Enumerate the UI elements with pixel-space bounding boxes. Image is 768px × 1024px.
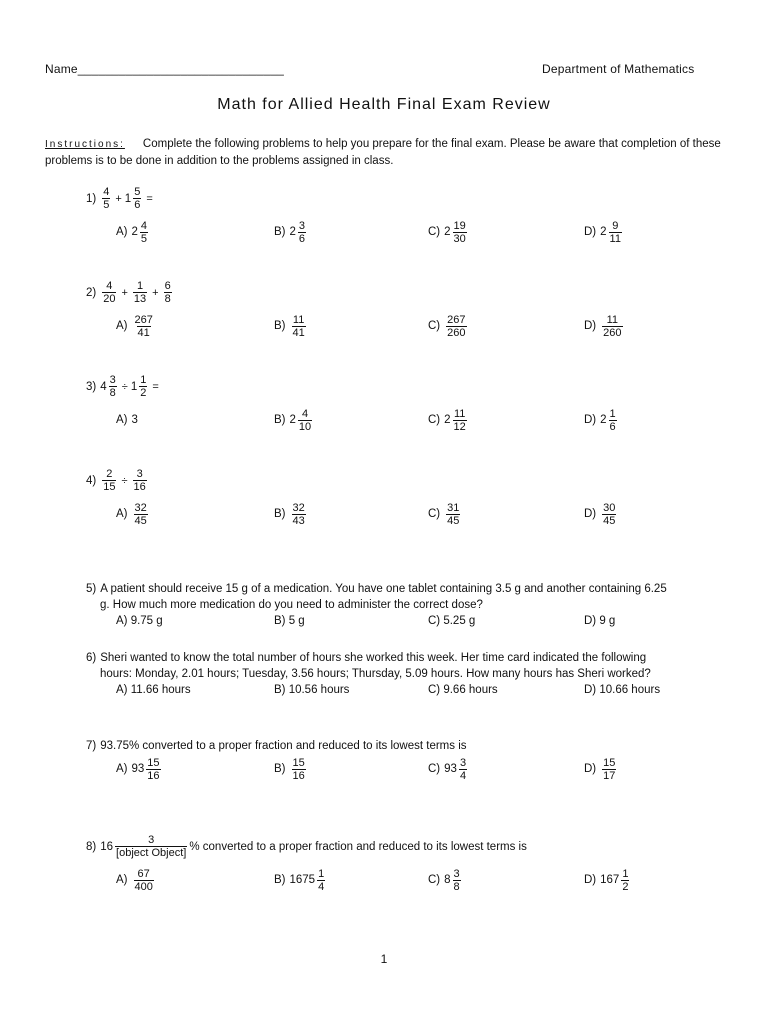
fraction bbox=[102, 468, 116, 493]
denominator: 260 bbox=[447, 326, 466, 339]
choice-a[interactable]: A) 9.75 g bbox=[116, 615, 163, 627]
choice-label: A) bbox=[116, 320, 128, 332]
choice-b[interactable] bbox=[274, 754, 308, 784]
numerator: 1 bbox=[136, 280, 144, 292]
fraction bbox=[146, 757, 160, 782]
choice-c[interactable] bbox=[428, 865, 463, 895]
fraction bbox=[609, 408, 617, 433]
numerator: 267 bbox=[447, 313, 466, 326]
answer-choices bbox=[86, 754, 616, 784]
numerator: 4 bbox=[106, 280, 113, 292]
question-number: 3) bbox=[86, 380, 97, 393]
choice-label: B) bbox=[274, 320, 286, 332]
choice-value: 93 bbox=[131, 763, 145, 775]
choice-label: B) bbox=[274, 226, 286, 238]
fraction bbox=[292, 757, 306, 782]
fraction bbox=[298, 220, 306, 245]
fraction bbox=[446, 314, 466, 339]
numerator: 4 bbox=[301, 407, 309, 420]
choice-label: C) bbox=[428, 508, 441, 520]
choice-c[interactable] bbox=[428, 217, 469, 247]
denominator: 4 bbox=[459, 769, 467, 782]
choice-b[interactable] bbox=[274, 499, 308, 529]
choice-b[interactable] bbox=[274, 865, 327, 895]
question-3 bbox=[86, 374, 616, 435]
numerator: 2 bbox=[106, 468, 113, 480]
choice-label: D) bbox=[584, 320, 597, 332]
denominator: 30 bbox=[453, 232, 466, 245]
denominator: 10 bbox=[298, 420, 312, 433]
numerator: 3 bbox=[109, 374, 116, 386]
choice-value: 2 bbox=[600, 414, 607, 426]
question-number: 1) bbox=[86, 192, 97, 205]
choice-label: C) bbox=[428, 320, 441, 332]
answer-choices bbox=[86, 405, 616, 435]
choice-value: 3 bbox=[131, 414, 138, 426]
denominator: [object Object] bbox=[116, 847, 187, 859]
numerator: 6 bbox=[164, 280, 171, 292]
choice-c[interactable] bbox=[428, 311, 469, 341]
choice-label: C) bbox=[428, 414, 441, 426]
fraction bbox=[109, 374, 117, 399]
question-text: Sheri wanted to know the total number of hours she worked this week. Her time card indicated the following bbox=[100, 652, 647, 664]
answer-choices bbox=[86, 311, 622, 341]
choice-label: B) bbox=[274, 874, 286, 886]
question-6 bbox=[86, 650, 711, 698]
fraction bbox=[317, 868, 325, 893]
fraction bbox=[453, 868, 461, 893]
denominator: 13 bbox=[133, 293, 147, 305]
choice-d[interactable] bbox=[584, 405, 619, 435]
choice-c[interactable] bbox=[428, 405, 469, 435]
choice-label: D) bbox=[584, 763, 597, 775]
numerator: 11 bbox=[606, 313, 619, 326]
denominator: 41 bbox=[137, 326, 150, 339]
fraction bbox=[164, 280, 172, 305]
choice-d[interactable]: D) 9 g bbox=[584, 615, 616, 627]
question-8-prompt bbox=[86, 834, 527, 859]
question-text: % converted to a proper fraction and reduced to its lowest terms is bbox=[189, 840, 527, 853]
instructions bbox=[45, 136, 725, 169]
denominator: 8 bbox=[453, 880, 460, 893]
numerator: 67 bbox=[137, 867, 150, 880]
fraction bbox=[292, 502, 306, 527]
choice-label: D) bbox=[584, 414, 597, 426]
choice-b[interactable] bbox=[274, 405, 314, 435]
choice-b[interactable]: B) 10.56 hours bbox=[274, 684, 350, 696]
numerator: 1 bbox=[318, 867, 325, 880]
choice-a[interactable] bbox=[116, 217, 150, 247]
denominator: 16 bbox=[133, 481, 146, 493]
denominator: 17 bbox=[603, 769, 616, 782]
denominator: 45 bbox=[603, 514, 616, 527]
fraction bbox=[102, 280, 116, 305]
denominator: 16 bbox=[292, 769, 305, 782]
answer-choices bbox=[86, 682, 711, 698]
fraction bbox=[602, 502, 616, 527]
denominator: 400 bbox=[134, 880, 153, 893]
fraction bbox=[453, 220, 467, 245]
fraction bbox=[446, 502, 460, 527]
question-number: 5) bbox=[86, 583, 97, 595]
question-number: 7) bbox=[86, 740, 97, 752]
denominator: 6 bbox=[298, 232, 306, 245]
question-6-line-2: hours: Monday, 2.01 hours; Tuesday, 3.56 hours; Thursday, 5.09 hours. How many hours has Sheri worked? bbox=[100, 668, 651, 680]
question-2-prompt bbox=[86, 280, 174, 305]
numerator: 267 bbox=[134, 313, 153, 326]
answer-choices bbox=[86, 499, 616, 529]
choice-value: 8 bbox=[444, 874, 451, 886]
question-5-line-1 bbox=[86, 581, 711, 597]
choice-c[interactable]: C) 5.25 g bbox=[428, 615, 476, 627]
choice-label: B) bbox=[274, 508, 286, 520]
choice-d[interactable] bbox=[584, 217, 624, 247]
page-number: 1 bbox=[380, 952, 388, 966]
operator: ÷ bbox=[121, 474, 128, 487]
choice-label: A) bbox=[116, 763, 128, 775]
numerator: 15 bbox=[603, 756, 616, 769]
numerator: 3 bbox=[136, 468, 143, 480]
choice-label: C) bbox=[428, 763, 441, 775]
choice-label: D) bbox=[584, 508, 597, 520]
choice-label: D) bbox=[584, 226, 597, 238]
denominator: 260 bbox=[603, 326, 622, 339]
choice-a[interactable] bbox=[116, 865, 156, 895]
choice-b[interactable] bbox=[274, 311, 308, 341]
choice-value: 2 bbox=[131, 226, 138, 238]
question-4 bbox=[86, 468, 616, 529]
choice-label: B) bbox=[274, 414, 286, 426]
fraction bbox=[453, 408, 467, 433]
choice-label: D) bbox=[584, 874, 597, 886]
page-title: Math for Allied Health Final Exam Review bbox=[217, 96, 551, 113]
instructions-label: Instructions: bbox=[45, 139, 125, 150]
choice-value: 167 bbox=[600, 874, 620, 886]
answer-choices bbox=[86, 865, 629, 895]
question-5 bbox=[86, 581, 711, 629]
choice-value: 1675 bbox=[289, 874, 316, 886]
numerator: 4 bbox=[140, 219, 148, 232]
choice-value: 2 bbox=[444, 414, 451, 426]
choice-value: 93 bbox=[444, 763, 457, 775]
question-text: 93.75% converted to a proper fraction and reduced to its lowest terms is bbox=[100, 740, 467, 752]
question-1 bbox=[86, 186, 621, 247]
answer-choices bbox=[86, 217, 621, 247]
operator: + bbox=[115, 192, 122, 205]
denominator: 45 bbox=[447, 514, 460, 527]
choice-label: B) bbox=[274, 763, 286, 775]
fraction bbox=[459, 757, 467, 782]
choice-c[interactable]: C) 9.66 hours bbox=[428, 684, 498, 696]
equals-sign: = bbox=[146, 192, 153, 205]
fraction bbox=[133, 280, 147, 305]
choice-d[interactable] bbox=[584, 311, 625, 341]
denominator: 2 bbox=[140, 387, 147, 399]
choice-d[interactable] bbox=[584, 754, 618, 784]
fraction bbox=[133, 186, 141, 211]
numerator: 32 bbox=[134, 501, 147, 514]
choice-value: 2 bbox=[289, 414, 296, 426]
whole-number: 1 bbox=[124, 192, 132, 205]
question-5-line-2: g. How much more medication do you need to administer the correct dose? bbox=[100, 599, 483, 611]
denominator: 12 bbox=[453, 420, 466, 433]
question-2 bbox=[86, 280, 622, 341]
choice-b[interactable] bbox=[274, 217, 308, 247]
question-7-prompt bbox=[86, 740, 467, 752]
choice-a[interactable] bbox=[116, 311, 156, 341]
denominator: 45 bbox=[134, 514, 147, 527]
question-text: A patient should receive 15 g of a medication. You have one tablet containing 3.5 g and another containing 6.25 bbox=[100, 583, 667, 595]
denominator: 6 bbox=[609, 420, 616, 433]
numerator: 1 bbox=[609, 407, 616, 420]
equals-sign: = bbox=[152, 380, 159, 393]
question-number: 2) bbox=[86, 286, 97, 299]
choice-value: 2 bbox=[289, 226, 296, 238]
whole-number: 4 bbox=[100, 380, 107, 393]
numerator: 9 bbox=[612, 219, 619, 232]
numerator: 31 bbox=[447, 501, 460, 514]
question-1-prompt bbox=[86, 186, 156, 211]
choice-c[interactable] bbox=[428, 754, 469, 784]
denominator: 5 bbox=[140, 232, 148, 245]
operator: + bbox=[121, 286, 128, 299]
name-field-label: Name______________________________ bbox=[45, 62, 285, 76]
question-number: 6) bbox=[86, 652, 97, 664]
numerator: 30 bbox=[603, 501, 616, 514]
choice-label: C) bbox=[428, 226, 441, 238]
fraction bbox=[140, 220, 148, 245]
fraction bbox=[133, 468, 147, 493]
numerator: 4 bbox=[103, 186, 110, 198]
fraction bbox=[102, 186, 110, 211]
operator: ÷ bbox=[121, 380, 128, 393]
choice-d[interactable] bbox=[584, 865, 631, 895]
fraction bbox=[602, 757, 616, 782]
fraction bbox=[609, 220, 622, 245]
question-8 bbox=[86, 834, 629, 895]
whole-number: 1 bbox=[130, 380, 138, 393]
numerator: 11 bbox=[292, 313, 305, 326]
denominator: 8 bbox=[164, 293, 171, 305]
choice-d[interactable]: D) 10.66 hours bbox=[584, 684, 661, 696]
numerator: 3 bbox=[298, 219, 306, 232]
denominator: 11 bbox=[609, 232, 621, 245]
choice-label: A) bbox=[116, 414, 128, 426]
choice-d[interactable] bbox=[584, 499, 618, 529]
operator: + bbox=[152, 286, 159, 299]
fraction bbox=[134, 314, 154, 339]
instructions-text: Complete the following problems to help you prepare for the final exam. Please be aware that completion of these problems is to be done in addition to the problems assigned in class. bbox=[45, 138, 721, 167]
choice-a[interactable]: A) 11.66 hours bbox=[116, 684, 191, 696]
fraction bbox=[298, 408, 312, 433]
numerator: 1 bbox=[140, 374, 147, 386]
choice-value: 2 bbox=[444, 226, 451, 238]
numerator: 32 bbox=[292, 501, 305, 514]
fraction bbox=[602, 314, 622, 339]
numerator: 15 bbox=[292, 756, 305, 769]
numerator: 1 bbox=[622, 867, 629, 880]
denominator: 4 bbox=[318, 880, 325, 893]
denominator: 5 bbox=[103, 199, 110, 211]
choice-a[interactable] bbox=[116, 405, 138, 435]
denominator: 16 bbox=[147, 769, 160, 782]
whole-number: 16 bbox=[100, 840, 114, 853]
choice-b[interactable]: B) 5 g bbox=[274, 615, 305, 627]
numerator: 3 bbox=[453, 867, 460, 880]
denominator: 15 bbox=[103, 481, 116, 493]
question-7 bbox=[86, 740, 616, 784]
denominator: 41 bbox=[292, 326, 305, 339]
answer-choices bbox=[86, 613, 711, 629]
choice-label: A) bbox=[116, 508, 128, 520]
numerator: 11 bbox=[453, 407, 466, 420]
numerator: 3 bbox=[459, 756, 467, 769]
choice-label: C) bbox=[428, 874, 441, 886]
fraction bbox=[115, 834, 187, 859]
choice-a[interactable] bbox=[116, 499, 150, 529]
department-label: Department of Mathematics bbox=[542, 62, 695, 76]
denominator: 8 bbox=[109, 387, 116, 399]
choice-c[interactable] bbox=[428, 499, 462, 529]
numerator: 5 bbox=[134, 186, 141, 198]
choice-label: A) bbox=[116, 874, 128, 886]
fraction bbox=[621, 868, 629, 893]
numerator: 15 bbox=[147, 756, 160, 769]
question-number: 4) bbox=[86, 474, 97, 487]
denominator: 20 bbox=[103, 293, 116, 305]
numerator: 3 bbox=[148, 834, 155, 846]
choice-label: A) bbox=[116, 226, 128, 238]
numerator: 19 bbox=[453, 219, 466, 232]
fraction bbox=[139, 374, 147, 399]
choice-a[interactable] bbox=[116, 754, 163, 784]
choice-value: 2 bbox=[600, 226, 607, 238]
question-number: 8) bbox=[86, 840, 97, 853]
denominator: 43 bbox=[292, 514, 305, 527]
denominator: 2 bbox=[622, 880, 629, 893]
question-4-prompt bbox=[86, 468, 149, 493]
fraction bbox=[134, 868, 154, 893]
question-6-line-1 bbox=[86, 650, 711, 666]
question-3-prompt bbox=[86, 374, 162, 399]
denominator: 6 bbox=[134, 199, 141, 211]
fraction bbox=[292, 314, 306, 339]
fraction bbox=[134, 502, 148, 527]
